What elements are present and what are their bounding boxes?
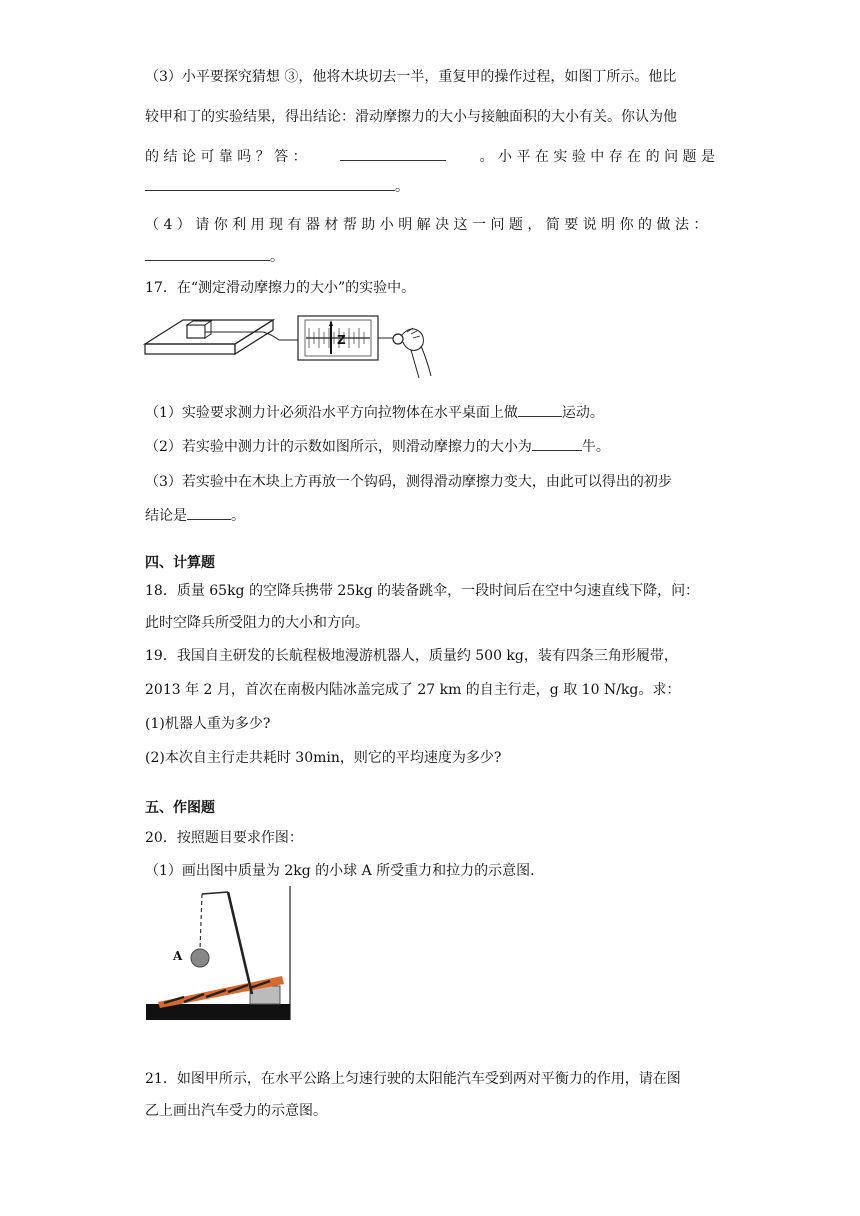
q21-line1: 21．如图甲所示，在水平公路上匀速行驶的太阳能汽车受到两对平衡力的作用，请在图 — [145, 1071, 681, 1087]
q16-part3-question: 的 结 论 可 靠 吗 ？ 答 ： — [145, 149, 307, 165]
q20-title: 20．按照题目要求作图： — [145, 830, 303, 846]
table-side — [235, 320, 273, 354]
q19-line2: 2013 年 2 月，首次在南极内陆冰盖完成了 27 km 的自主行走，g 取 10 N/kg。求： — [145, 682, 681, 698]
q17-s2-end: 牛。 — [581, 439, 610, 455]
q17-s3-line2 — [145, 505, 245, 525]
q21-line2: 乙上画出汽车受力的示意图。 — [145, 1103, 327, 1119]
q18-line1: 18．质量 65kg 的空降兵携带 25kg 的装备跳伞，一段时间后在空中匀速直线下降，问： — [145, 583, 700, 599]
q16-part4-line2 — [145, 246, 284, 266]
table-front — [145, 344, 235, 354]
ball-label: A — [173, 949, 183, 963]
q17-s3-text: 结论是 — [145, 508, 187, 524]
q17-s1-end: 运动。 — [561, 405, 604, 421]
q19-line1: 19．我国自主研发的长航程极地漫游机器人，质量约 500 kg，装有四条三角形履带， — [145, 648, 678, 664]
q16-part3-line3 — [145, 146, 715, 166]
q16-part3-problem: 。 小 平 在 实 验 中 存 在 的 问 题 是 — [479, 149, 715, 165]
ball-a — [191, 949, 209, 967]
answer-blank[interactable] — [145, 176, 395, 191]
answer-blank[interactable] — [340, 146, 446, 161]
q20-s1: （1）画出图中质量为 2kg 的小球 A 所受重力和拉力的示意图. — [145, 863, 535, 879]
q17-s2-text: （2）若实验中测力计的示数如图所示，则滑动摩擦力的大小为 — [145, 439, 532, 455]
q17-s1-text: （1）实验要求测力计必须沿水平方向拉物体在水平桌面上做 — [145, 405, 518, 421]
spring-scale-figure — [143, 306, 433, 386]
q17-s1 — [145, 402, 604, 422]
q16-part3-line1: （3）小平要探究猜想 ③，他将木块切去一半，重复甲的操作过程，如图丁所示。他比 — [145, 69, 677, 85]
q18-line2: 此时空降兵所受阻力的大小和方向。 — [145, 615, 369, 631]
answer-blank[interactable] — [145, 246, 270, 261]
q17-title: 17．在“测定滑动摩擦力的大小”的实验中。 — [145, 280, 416, 296]
q17-s2 — [145, 436, 610, 456]
section5-heading: 五、作图题 — [145, 800, 215, 816]
punctuation: 。 — [270, 249, 284, 265]
wood-block — [187, 325, 205, 338]
section4-heading: 四、计算题 — [145, 555, 215, 571]
scale-label: Z — [337, 333, 346, 347]
answer-blank[interactable] — [532, 436, 582, 451]
string — [200, 894, 202, 950]
q16-part3-line2: 较甲和丁的实验结果，得出结论：滑动摩擦力的大小与接触面积的大小有关。你认为他 — [145, 109, 677, 125]
q17-s3-end: 。 — [231, 508, 245, 524]
hand — [401, 329, 423, 351]
answer-blank[interactable] — [187, 505, 231, 520]
q17-s3-line1: （3）若实验中在木块上方再放一个钩码，测得滑动摩擦力变大，由此可以得出的初步 — [145, 474, 672, 490]
pendulum-figure — [144, 886, 292, 1022]
stand — [228, 892, 252, 994]
answer-blank[interactable] — [518, 402, 562, 417]
punctuation: 。 — [395, 179, 409, 195]
q16-part3-line4 — [145, 176, 409, 196]
q16-part4-line1: （ 4 ） 请 你 利 用 现 有 器 材 帮 助 小 明 解 决 这 一 问 题 ， 简 要 说 明 你 的 做 法 ： — [145, 217, 708, 233]
q19-s1: (1)机器人重为多少? — [145, 716, 271, 732]
q19-s2: (2)本次自主行走共耗时 30min，则它的平均速度为多少? — [145, 750, 502, 766]
